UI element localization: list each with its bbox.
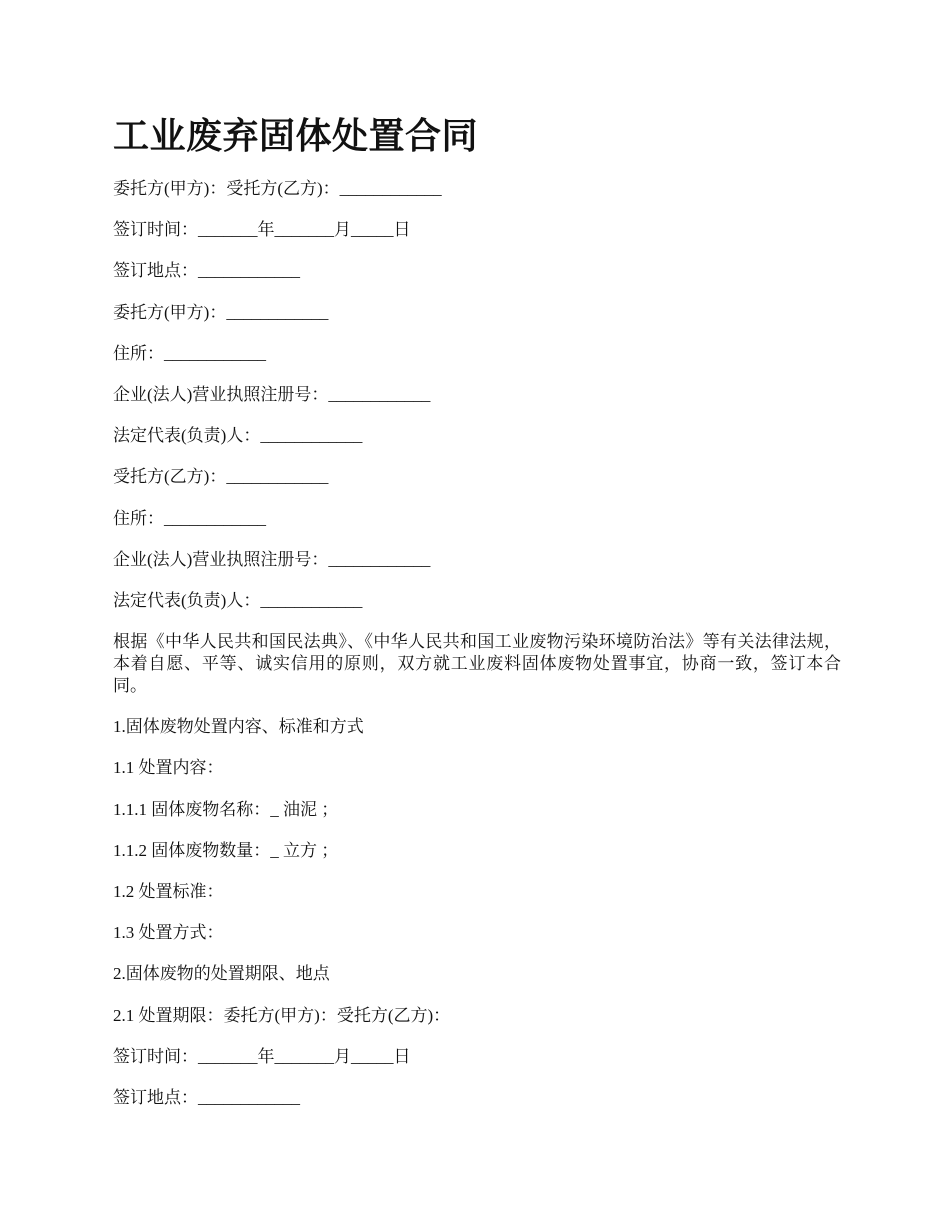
party-b-address-line: 住所：____________ [113, 508, 266, 528]
clause-1-heading: 1.固体废物处置内容、标准和方式 [113, 717, 364, 737]
clause-1-2: 1.2 处置标准： [113, 882, 224, 901]
clause-1-1-2: 1.1.2 固体废物数量：_ 立方 ； [113, 840, 339, 860]
signing-place-line: 签订地点：____________ [113, 261, 300, 281]
clause-2-1: 2.1 处置期限：委托方(甲方)：受托方(乙方)： [113, 1005, 451, 1025]
client-contractor-line: 委托方(甲方)：受托方(乙方)：____________ [113, 179, 442, 198]
party-b-line: 受托方(乙方)：____________ [113, 467, 329, 487]
signing-date-line: 签订时间：_______年_______月_____日 [113, 220, 411, 240]
party-a-representative-line: 法定代表(负责)人：____________ [113, 426, 363, 446]
party-a-license-line: 企业(法人)营业执照注册号：____________ [113, 384, 431, 404]
contract-document [113, 112, 843, 1128]
preamble-paragraph: 根据《中华人民共和国民法典》、《中华人民共和国工业废物污染环境防治法》等有关法律法规，本着自愿、平等、诚实信用的原则，双方就工业废料固体废物处置事宜，协商一致，签订本合同。 [113, 632, 841, 696]
signing-place-line-2: 签订地点：____________ [113, 1087, 300, 1107]
party-b-license-line: 企业(法人)营业执照注册号：____________ [113, 549, 431, 569]
clause-1-3: 1.3 处置方式： [113, 923, 224, 943]
clause-2-heading: 2.固体废物的处置期限、地点 [113, 964, 330, 984]
party-a-line: 委托方(甲方)：____________ [113, 302, 329, 322]
party-a-address-line: 住所：____________ [113, 343, 266, 363]
clause-1-1: 1.1 处置内容： [113, 758, 224, 778]
signing-date-line-2: 签订时间：_______年_______月_____日 [113, 1046, 411, 1066]
document-title: 工业废弃固体处置合同 [113, 116, 479, 156]
party-b-representative-line: 法定代表(负责)人：____________ [113, 590, 363, 610]
clause-1-1-1: 1.1.1 固体废物名称：_ 油泥 ； [113, 799, 339, 819]
